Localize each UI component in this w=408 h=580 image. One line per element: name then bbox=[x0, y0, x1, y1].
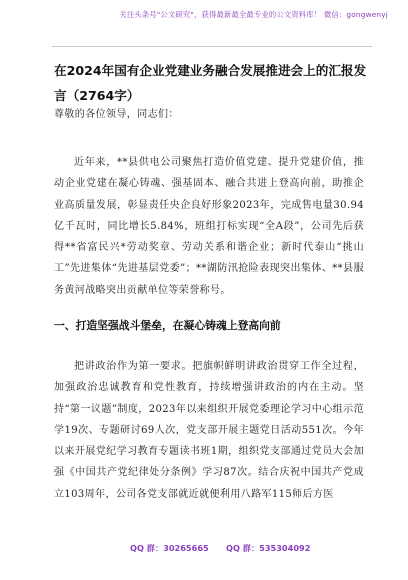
header-divider bbox=[52, 46, 372, 47]
footer-qq-group-2: QQ 群：535304092 bbox=[226, 543, 311, 553]
salutation: 尊敬的各位领导，同志们： bbox=[54, 109, 179, 120]
section-heading-1: 一、打造坚强战斗堡垒，在凝心铸魂上登高向前 bbox=[54, 319, 281, 332]
document-title: 在2024年国有企业党建业务融合发展推进会上的汇报发言（2764字） bbox=[54, 63, 367, 103]
footer-qq-group-1: QQ 群：30265665 bbox=[130, 543, 209, 553]
paragraph-2: 把讲政治作为第一要求。把旗帜鲜明讲政治贯穿工作全过程，加强政治忠诚教育和党性教育，持续增强讲政治的内在主动。坚持“第一议题”制度，2023年以来组织开展党委理论学习中心组示范学19次、专题研讨69人次，党支部开展主题党日活动551次。今年以来开展党纪学习教育专题读书班1期，组织党支部通过党员大会加强《中国共产党纪律处分条例》学习87次。结合庆祝中国共产党成立103周年，公司各党支部就近就便利用八路军115师后方医 bbox=[54, 361, 364, 500]
header-banner: 关注头条号"公文研究"，获得最新最全最专业的公文资料库！ 微信：gongwenyj bbox=[119, 10, 388, 19]
paragraph-1: 近年来，**县供电公司聚焦打造价值党建、提升党建价值，推动企业党建在凝心铸魂、强基固本、融合共进上登高向前，助推企业高质量发展，彰显责任央企良好形象2023年，完成售电量30.94亿千瓦时，同比增长5.84%，班组打标实现“全A段”，公司先后获得**省富民兴*劳动奖章、劳动关系和谐企业；新时代泰山“挑山工”先进集体“先进基层党委”；**湖防汛抢险表现突出集体、**县服务黄河战略突出贡献单位等荣誉称号。 bbox=[54, 157, 364, 296]
